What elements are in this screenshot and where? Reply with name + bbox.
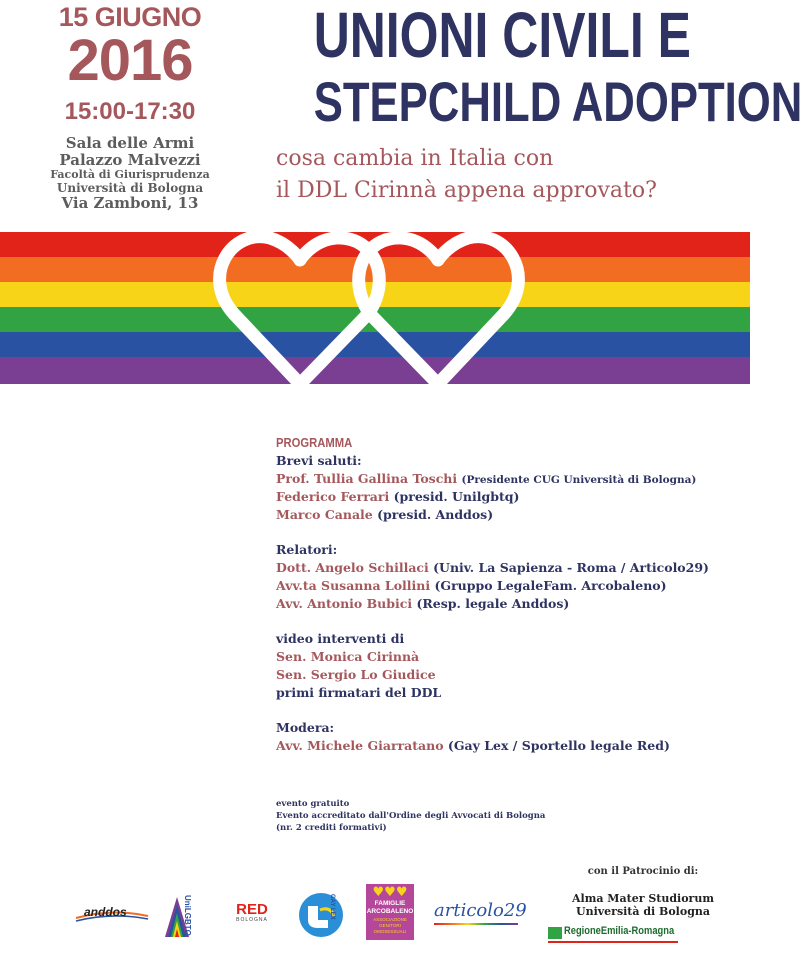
- unilgbtq-logo: UniLGBTQ: [163, 893, 203, 937]
- event-date-day: 15 GIUGNO: [58, 2, 202, 32]
- alma-mater-line-2: Università di Bologna: [575, 905, 711, 918]
- red-bologna-logo: RED BOLOGNA: [236, 901, 268, 923]
- alma-mater-line-1: Alma Mater Studiorum: [572, 892, 714, 905]
- subtitle-line-1: cosa cambia in Italia con: [276, 146, 554, 171]
- speakers-label: Relatori:: [276, 542, 338, 557]
- venue-building: Palazzo Malvezzi: [59, 151, 201, 169]
- anddos-logo: anddos: [74, 904, 150, 924]
- program-section: [276, 434, 746, 755]
- venue-university: Università di Bologna: [56, 181, 204, 195]
- gay-lex-logo: GAY LEX: [298, 892, 344, 938]
- speaker-row: [276, 737, 746, 755]
- title-line-2: STEPCHILD ADOPTION: [313, 70, 802, 133]
- moderator-role: (Gay Lex / Sportello legale Red): [447, 738, 670, 753]
- program-heading: PROGRAMMA: [276, 436, 353, 450]
- alma-mater-name: [540, 892, 746, 918]
- venue-room: Sala delle Armi: [65, 134, 195, 152]
- speaker-role: (Presidente CUG Università di Bologna): [461, 474, 697, 486]
- video-note: primi firmatari del DDL: [276, 685, 442, 700]
- moderator-label: Modera:: [276, 720, 335, 735]
- speaker-role: (presid. Anddos): [377, 507, 494, 522]
- speaker-row: [276, 595, 746, 613]
- speaker-row: [276, 559, 746, 577]
- video-label: video interventi di: [276, 631, 405, 646]
- event-notes: [276, 798, 545, 834]
- subtitle-line-2: il DDL Cirinnà appena approvato?: [276, 178, 657, 203]
- speaker-name: Dott. Angelo Schillaci: [276, 560, 429, 575]
- speaker-row: [276, 470, 746, 488]
- moderator-name: Avv. Michele Giarratano: [276, 738, 444, 753]
- speaker-name: Avv. Antonio Bubici: [276, 596, 413, 611]
- rainbow-hearts-banner: [0, 232, 750, 384]
- family-icon: ♥♥♥: [372, 885, 408, 900]
- credits-note: (nr. 2 crediti formativi): [276, 823, 387, 833]
- patronage-label: con il Patrocinio di:: [587, 866, 699, 877]
- speaker-row: [276, 506, 746, 524]
- famiglie-arcobaleno-logo: ♥♥♥ FAMIGLIE ARCOBALENO ASSOCIAZIONE GENITORI OMOSESSUALI: [366, 884, 414, 940]
- speaker-role: (Resp. legale Anddos): [416, 596, 570, 611]
- speaker-role: (Gruppo LegaleFam. Arcobaleno): [434, 578, 667, 593]
- speaker-name: Avv.ta Susanna Lollini: [276, 578, 431, 593]
- speaker-name: Prof. Tullia Gallina Toschi: [276, 471, 458, 486]
- accreditation-note: Evento accreditato dall'Ordine degli Avvocati di Bologna: [276, 811, 546, 821]
- greetings-label: Brevi saluti:: [276, 453, 362, 468]
- free-event-note: evento gratuito: [276, 799, 350, 809]
- video-speaker-name: Sen. Sergio Lo Giudice: [276, 667, 436, 682]
- regione-emilia-romagna-logo: RegioneEmilia-Romagna: [548, 925, 678, 943]
- video-speaker-name: Sen. Monica Cirinnà: [276, 649, 420, 664]
- speaker-role: (presid. Unilgbtq): [393, 489, 520, 504]
- event-date-year: 2016: [67, 28, 193, 93]
- speaker-row: [276, 488, 746, 506]
- event-time: 15:00-17:30: [64, 98, 196, 125]
- speaker-name: Marco Canale: [276, 507, 373, 522]
- articolo29-logo: articolo29: [434, 900, 526, 928]
- speaker-name: Federico Ferrari: [276, 489, 390, 504]
- speaker-row: [276, 577, 746, 595]
- venue-faculty: Facoltà di Giurisprudenza: [50, 168, 210, 181]
- venue-address: Via Zamboni, 13: [61, 194, 199, 212]
- speaker-role: (Univ. La Sapienza - Roma / Articolo29): [433, 560, 709, 575]
- title-line-1: UNIONI CIVILI E: [313, 0, 691, 71]
